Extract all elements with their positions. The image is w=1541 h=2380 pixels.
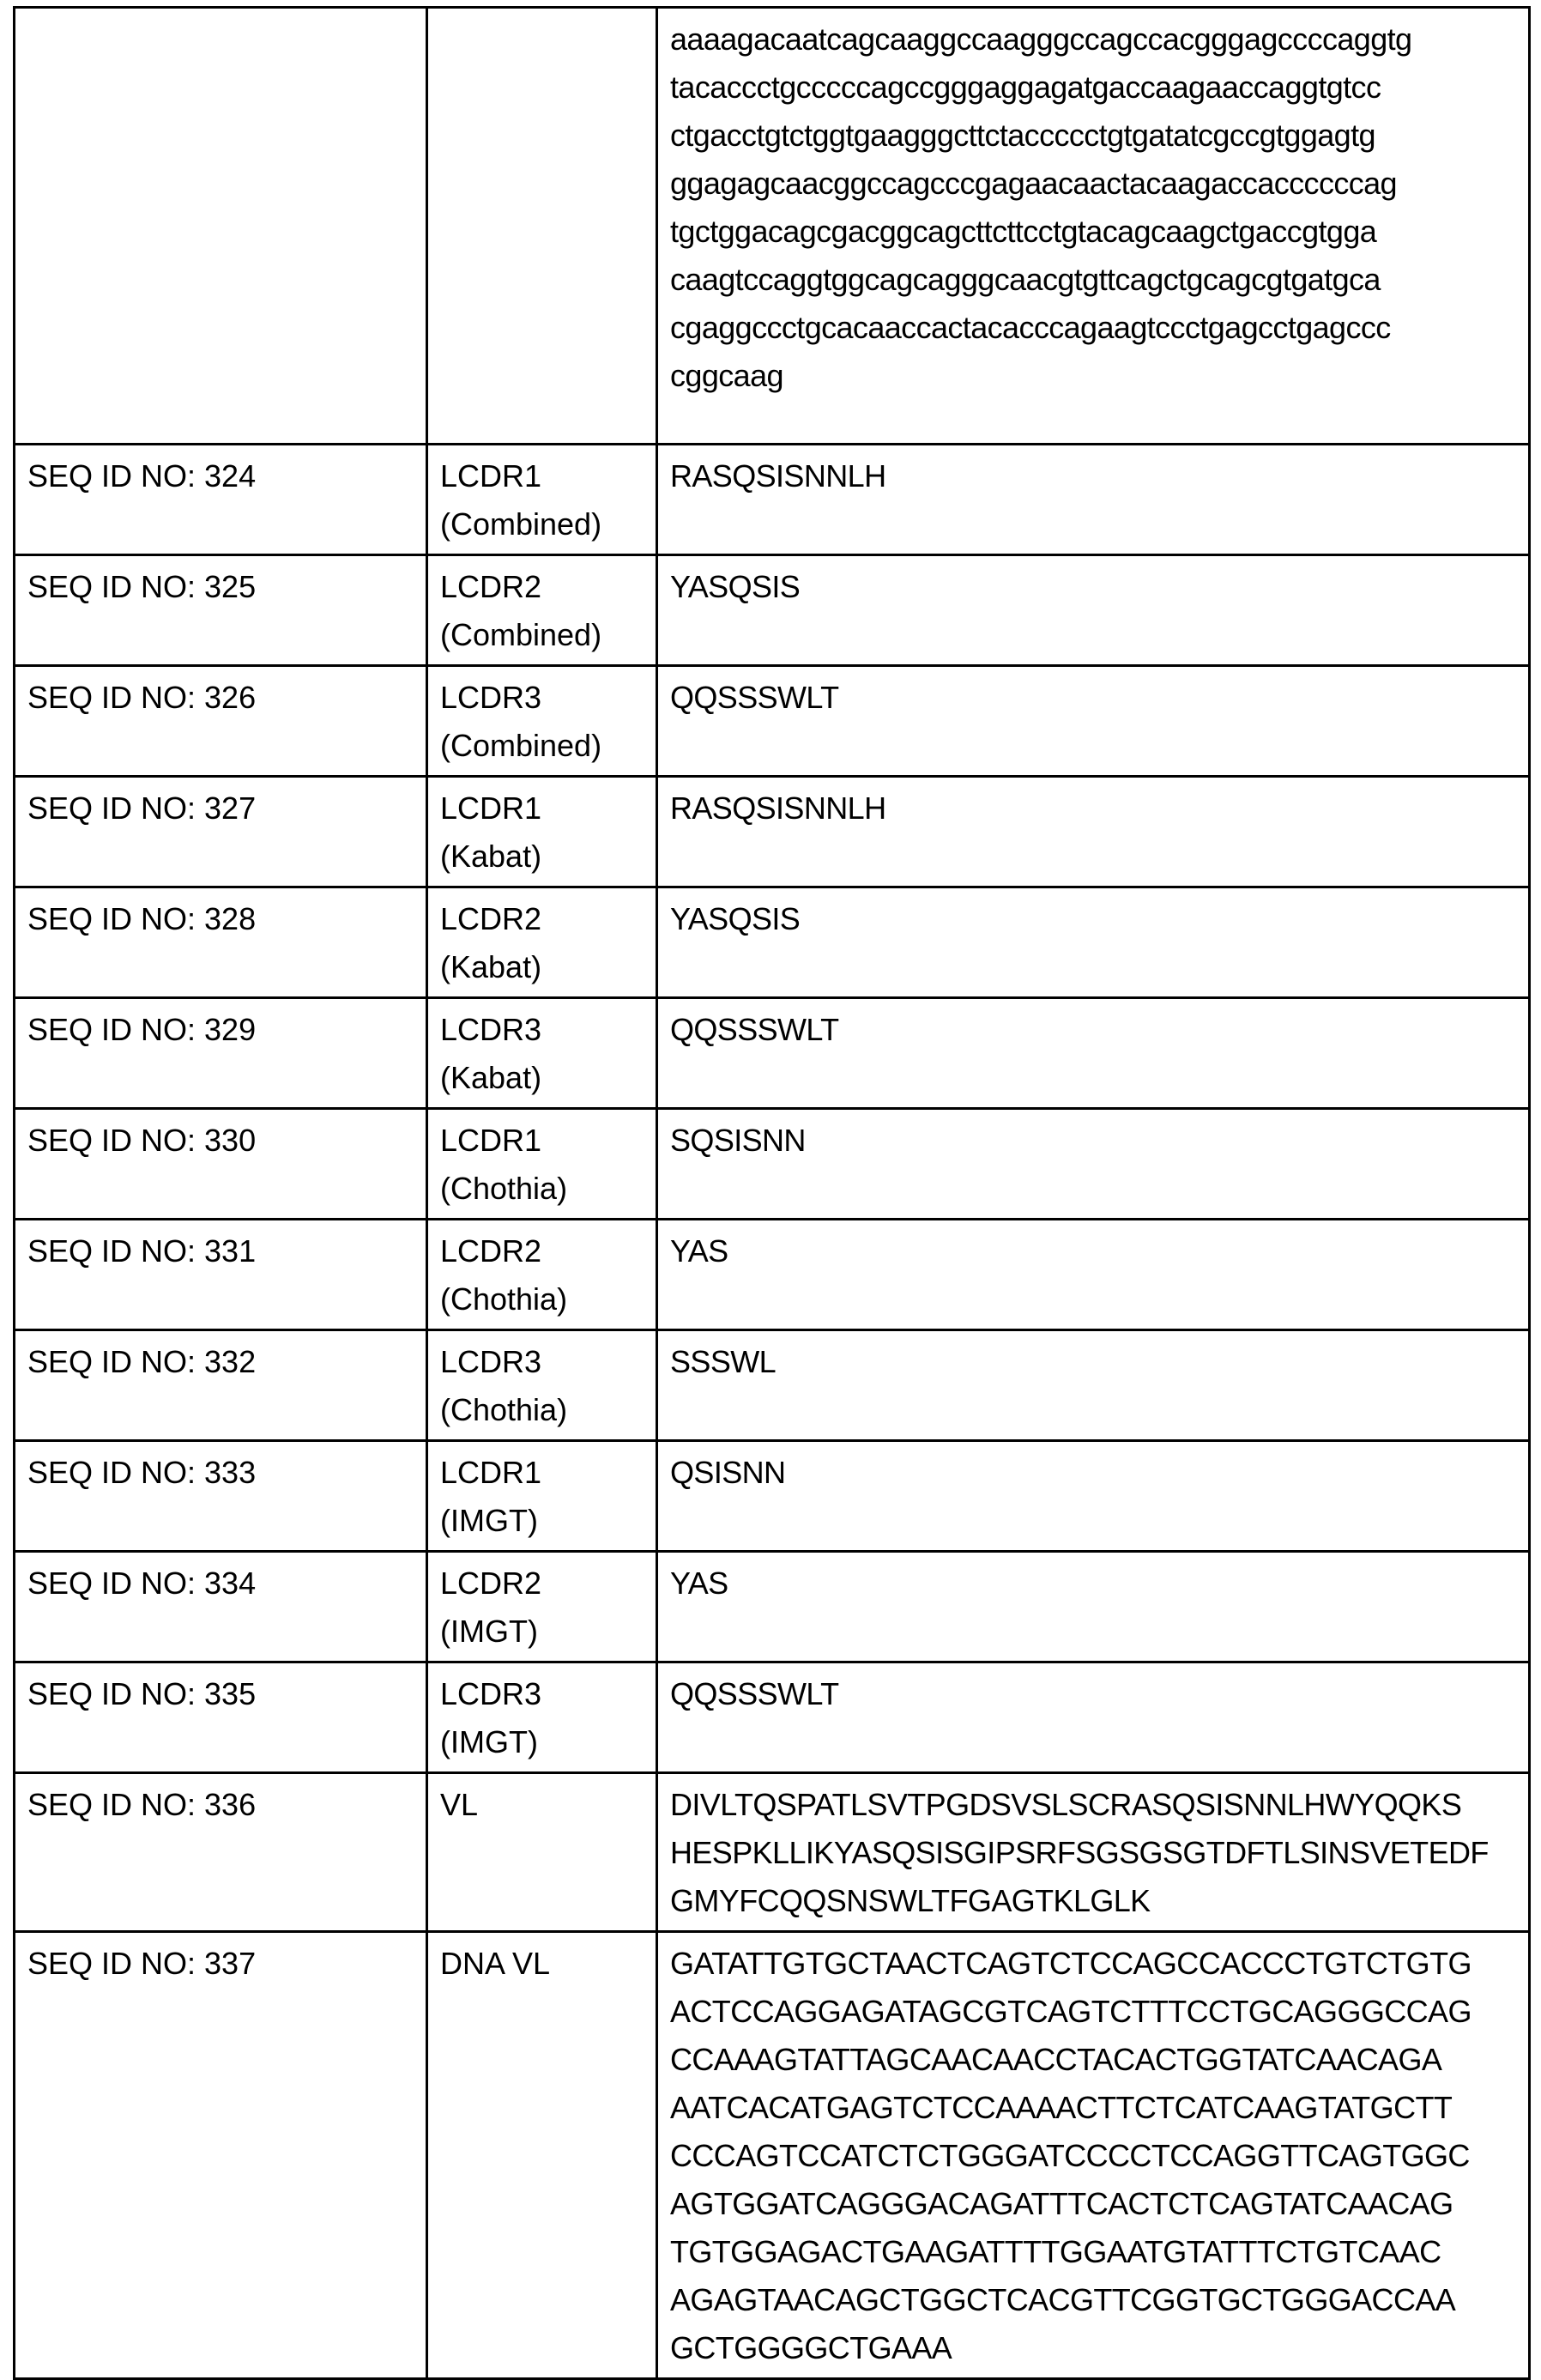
table-row bbox=[15, 1932, 1530, 2379]
table-row bbox=[15, 1220, 1530, 1330]
region-label: LCDR3 bbox=[440, 1012, 542, 1047]
numbering-scheme: (Chothia) bbox=[440, 1281, 568, 1317]
sequence-cell: YASQSIS bbox=[657, 555, 1530, 666]
table-row bbox=[15, 666, 1530, 777]
seq-id-cell: SEQ ID NO: 333 bbox=[15, 1441, 427, 1552]
region-label: LCDR3 bbox=[440, 1676, 542, 1711]
sequence-line: AGTGGATCAGGGACAGATTTCACTCTCAGTATCAACAG bbox=[670, 2186, 1453, 2221]
table-row bbox=[15, 777, 1530, 887]
table-row bbox=[15, 555, 1530, 666]
region-label: VL bbox=[440, 1787, 479, 1822]
region-type-cell bbox=[427, 1552, 657, 1662]
region-label: LCDR3 bbox=[440, 680, 542, 715]
seq-id-cell: SEQ ID NO: 325 bbox=[15, 555, 427, 666]
sequence-line: ctgacctgtctggtgaagggcttctaccccctgtgatatcgccgtggagtg bbox=[670, 118, 1375, 153]
seq-id-cell: SEQ ID NO: 326 bbox=[15, 666, 427, 777]
sequence-line: tacaccctgcccccagccgggaggagatgaccaagaaccaggtgtcc bbox=[670, 70, 1381, 105]
sequence-cell: RASQSISNNLH bbox=[657, 445, 1530, 555]
table-row bbox=[15, 1662, 1530, 1773]
region-label: LCDR2 bbox=[440, 1233, 542, 1269]
sequence-line: TGTGGAGACTGAAGATTTTGGAATGTATTTCTGTCAAC bbox=[670, 2234, 1441, 2269]
sequence-cell: YAS bbox=[657, 1220, 1530, 1330]
sequence-line: ACTCCAGGAGATAGCGTCAGTCTTTCCTGCAGGGCCAG bbox=[670, 1994, 1472, 2029]
region-label: LCDR3 bbox=[440, 1344, 542, 1379]
region-type-cell bbox=[427, 666, 657, 777]
region-label: LCDR1 bbox=[440, 790, 542, 826]
table-row bbox=[15, 1330, 1530, 1441]
table-row bbox=[15, 887, 1530, 998]
seq-id-cell: SEQ ID NO: 334 bbox=[15, 1552, 427, 1662]
region-type-cell bbox=[427, 1932, 657, 2379]
seq-id-cell: SEQ ID NO: 328 bbox=[15, 887, 427, 998]
region-type-cell bbox=[427, 1220, 657, 1330]
table-row bbox=[15, 8, 1530, 445]
numbering-scheme: (Chothia) bbox=[440, 1171, 568, 1206]
sequence-cell: SSSWL bbox=[657, 1330, 1530, 1441]
numbering-scheme: (IMGT) bbox=[440, 1503, 538, 1538]
region-type-cell bbox=[427, 1109, 657, 1220]
numbering-scheme: (Kabat) bbox=[440, 949, 542, 984]
table-row bbox=[15, 1109, 1530, 1220]
region-label: LCDR1 bbox=[440, 1455, 542, 1490]
sequence-line: tgctggacagcgacggcagcttcttcctgtacagcaagctgaccgtgga bbox=[670, 214, 1377, 249]
sequence-line: CCCAGTCCATCTCTGGGATCCCCTCCAGGTTCAGTGGC bbox=[670, 2138, 1470, 2173]
sequence-line: GCTGGGGCTGAAA bbox=[670, 2330, 952, 2365]
sequence-line: AATCACATGAGTCTCCAAAACTTCTCATCAAGTATGCTT bbox=[670, 2090, 1453, 2125]
region-label: LCDR2 bbox=[440, 901, 542, 936]
seq-id-cell: SEQ ID NO: 331 bbox=[15, 1220, 427, 1330]
sequence-cell: QQSSSWLT bbox=[657, 1662, 1530, 1773]
region-label: LCDR2 bbox=[440, 1565, 542, 1601]
region-label: LCDR2 bbox=[440, 569, 542, 604]
seq-id-cell: SEQ ID NO: 327 bbox=[15, 777, 427, 887]
sequence-line: CCAAAGTATTAGCAACAACCTACACTGGTATCAACAGA bbox=[670, 2042, 1442, 2077]
region-type-cell bbox=[427, 777, 657, 887]
numbering-scheme: (Combined) bbox=[440, 617, 602, 652]
sequence-line: DIVLTQSPATLSVTPGDSVSLSCRASQSISNNLHWYQQKS bbox=[670, 1787, 1462, 1822]
sequence-line: GATATTGTGCTAACTCAGTCTCCAGCCACCCTGTCTGTG bbox=[670, 1946, 1472, 1981]
sequence-table bbox=[13, 6, 1531, 2380]
sequence-cell: SQSISNN bbox=[657, 1109, 1530, 1220]
region-type-cell bbox=[427, 1773, 657, 1932]
seq-id-cell bbox=[15, 8, 427, 445]
numbering-scheme: (Combined) bbox=[440, 728, 602, 763]
table-row bbox=[15, 1773, 1530, 1932]
region-type-cell bbox=[427, 1330, 657, 1441]
seq-id-cell: SEQ ID NO: 324 bbox=[15, 445, 427, 555]
region-type-cell bbox=[427, 998, 657, 1109]
numbering-scheme: (Combined) bbox=[440, 506, 602, 542]
sequence-line: cggcaag bbox=[670, 358, 783, 393]
sequence-line: AGAGTAACAGCTGGCTCACGTTCGGTGCTGGGACCAA bbox=[670, 2282, 1456, 2317]
sequence-line: caagtccaggtggcagcagggcaacgtgttcagctgcagcgtgatgca bbox=[670, 262, 1381, 297]
sequence-cell: QQSSSWLT bbox=[657, 998, 1530, 1109]
region-type-cell bbox=[427, 1441, 657, 1552]
table-row bbox=[15, 998, 1530, 1109]
sequence-cell bbox=[657, 8, 1530, 445]
table-row bbox=[15, 445, 1530, 555]
region-type-cell bbox=[427, 887, 657, 998]
sequence-cell: QSISNN bbox=[657, 1441, 1530, 1552]
seq-id-cell: SEQ ID NO: 332 bbox=[15, 1330, 427, 1441]
seq-id-cell: SEQ ID NO: 329 bbox=[15, 998, 427, 1109]
sequence-line: ggagagcaacggccagcccgagaacaactacaagaccaccccccag bbox=[670, 166, 1397, 201]
region-type-cell bbox=[427, 555, 657, 666]
table-row bbox=[15, 1552, 1530, 1662]
sequence-cell: YAS bbox=[657, 1552, 1530, 1662]
seq-id-cell: SEQ ID NO: 337 bbox=[15, 1932, 427, 2379]
numbering-scheme: (Kabat) bbox=[440, 1060, 542, 1095]
region-label: DNA VL bbox=[440, 1946, 551, 1981]
sequence-cell: YASQSIS bbox=[657, 887, 1530, 998]
numbering-scheme: (IMGT) bbox=[440, 1724, 538, 1759]
sequence-cell bbox=[657, 1773, 1530, 1932]
table-row bbox=[15, 1441, 1530, 1552]
numbering-scheme: (Chothia) bbox=[440, 1392, 568, 1427]
numbering-scheme: (Kabat) bbox=[440, 839, 542, 874]
region-label: LCDR1 bbox=[440, 1123, 542, 1158]
sequence-line: aaaagacaatcagcaaggccaagggccagccacgggagccccaggtg bbox=[670, 21, 1412, 57]
sequence-cell: RASQSISNNLH bbox=[657, 777, 1530, 887]
sequence-cell bbox=[657, 1932, 1530, 2379]
numbering-scheme: (IMGT) bbox=[440, 1614, 538, 1649]
region-type-cell bbox=[427, 445, 657, 555]
region-label: LCDR1 bbox=[440, 458, 542, 494]
seq-id-cell: SEQ ID NO: 335 bbox=[15, 1662, 427, 1773]
sequence-cell: QQSSSWLT bbox=[657, 666, 1530, 777]
sequence-line: GMYFCQQSNSWLTFGAGTKLGLK bbox=[670, 1883, 1151, 1918]
region-type-cell bbox=[427, 1662, 657, 1773]
seq-id-cell: SEQ ID NO: 330 bbox=[15, 1109, 427, 1220]
sequence-line: cgaggccctgcacaaccactacacccagaagtccctgagcctgagccc bbox=[670, 310, 1391, 345]
region-type-cell bbox=[427, 8, 657, 445]
seq-id-cell: SEQ ID NO: 336 bbox=[15, 1773, 427, 1932]
sequence-line: HESPKLLIKYASQSISGIPSRFSGSGSGTDFTLSINSVETEDF bbox=[670, 1835, 1489, 1870]
